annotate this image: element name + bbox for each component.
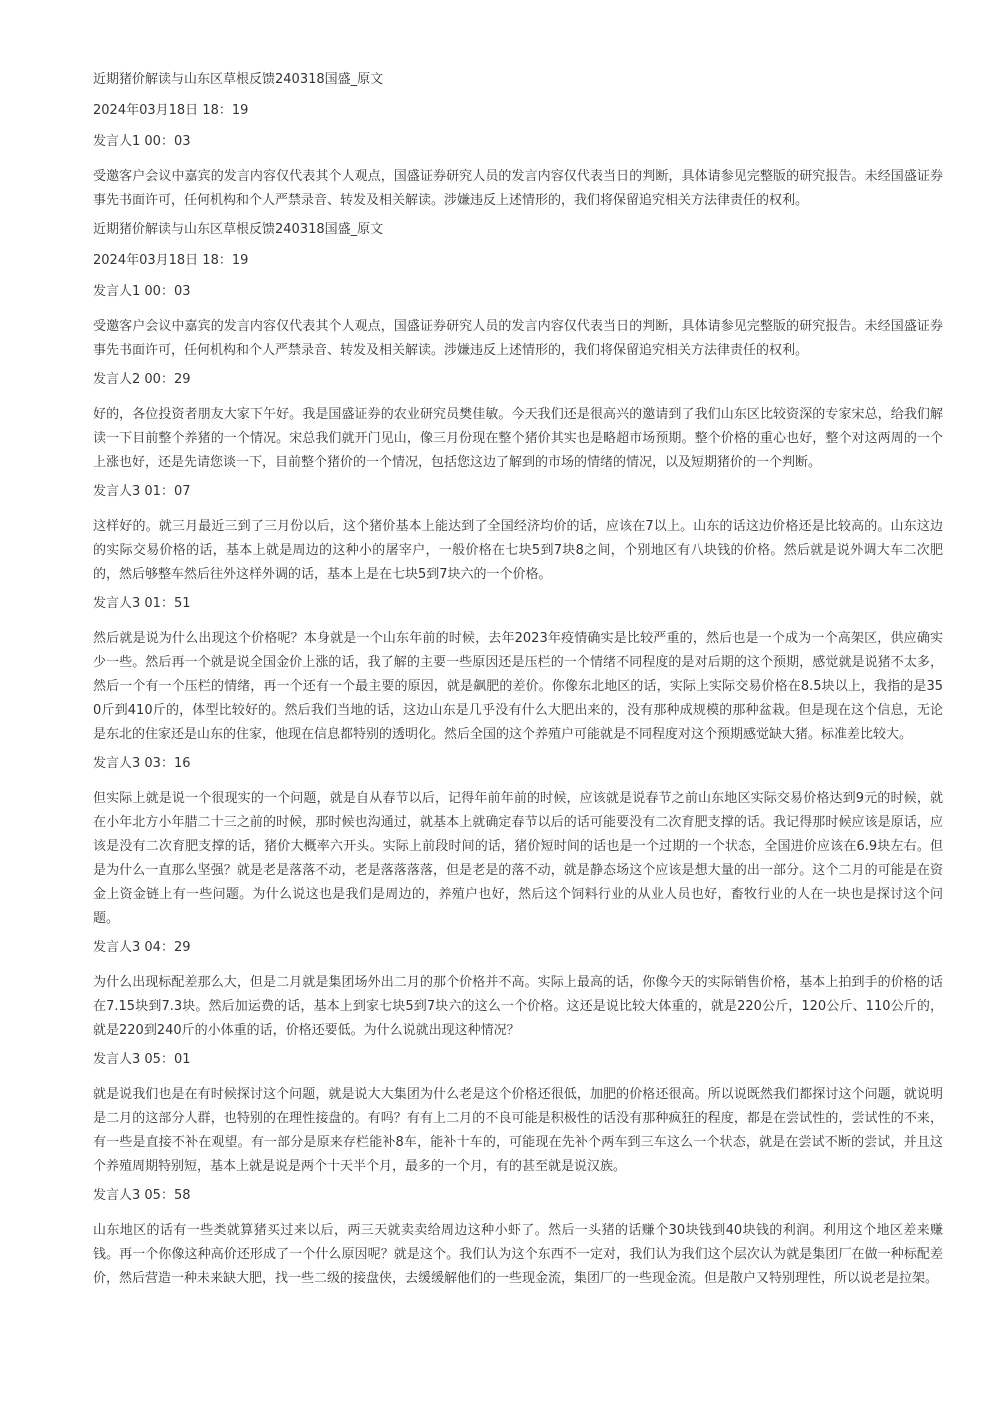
speech-paragraph: 然后就是说为什么出现这个价格呢？本身就是一个山东年前的时候，去年2023年疫情确实是比较严重的，然后也是一个成为一个高架区，供应确实少一些。然后再一个就是说全国金价上涨的话，我了解的主要一些原因还是压栏的一个情绪不同程度的是对后期的这个预期，感觉就是说猪不太多，然后一个有一个压栏的情绪，再一个还有一个最主要的原因，就是飙肥的差价。你像东北地区的话，实际上实际交易价格在8.5块以上，我指的是350斤到410斤的，体型比较好的。然后我们当地的话，这边山东是几乎没有什么大肥出来的，没有那种成规模的那种盆栽。但是现在这个信息，无论是东北的住家还是山东的住家，他现在信息都特别的透明化。然后全国的这个养殖户可能就是不同程度对这个预期感觉缺大猪。标准差比较大。 (93, 631, 943, 742)
speech-paragraph: 受邀客户会议中嘉宾的发言内容仅代表其个人观点，国盛证券研究人员的发言内容仅代表当日的判断，具体请参见完整版的研究报告。未经国盛证券事先书面许可，任何机构和个人严禁录音、转发及相关解读。涉嫌违反上述情形的，我们将保留追究相关方法律责任的权利。 (93, 319, 943, 358)
speech-paragraph: 这样好的。就三月最近三到了三月份以后，这个猪价基本上能达到了全国经济均价的话，应该在7以上。山东的话这边价格还是比较高的。山东这边的实际交易价格的话，基本上就是周边的这种小的屠宰户，一般价格在七块5到7块8之间，个别地区有八块钱的价格。然后就是说外调大车二次肥的，然后够整车然后往外这样外调的话，基本上是在七块5到7块六的一个价格。 (93, 519, 943, 582)
speaker-label: 发言人2 00：29 (93, 372, 191, 387)
doc-date: 2024年03月18日 18：19 (93, 253, 249, 268)
speaker-label: 发言人3 01：51 (93, 596, 191, 611)
speaker-label: 发言人3 03：16 (93, 756, 191, 771)
speaker-label: 发言人1 00：03 (93, 134, 191, 149)
speech-paragraph: 但实际上就是说一个很现实的一个问题，就是自从春节以后，记得年前年前的时候，应该就是说春节之前山东地区实际交易价格达到9元的时候，就在小年北方小年腊二十三之前的时候，那时候也沟通过，就基本上就确定春节以后的话可能要没有二次育肥支撑的话。我记得那时候应该是原话，应该是没有二次育肥支撑的话，猪价大概率六开头。实际上前段时间的话，猪价短时间的话也是一个过期的一个状态，全国进价应该在6.9块左右。但是为什么一直那么坚强？就是老是落落不动，老是落落落落，但是老是的落不动，就是静态场这个应该是想大量的出一部分。这个二月的可能是在资金上资金链上有一些问题。为什么说这也是我们是周边的，养殖户也好，然后这个饲料行业的从业人员也好，畜牧行业的人在一块也是探讨这个问题。 (93, 791, 943, 926)
speech-paragraph: 为什么出现标配差那么大，但是二月就是集团场外出二月的那个价格并不高。实际上最高的话，你像今天的实际销售价格，基本上拍到手的价格的话在7.15块到7.3块。然后加运费的话，基本上到家七块5到7块六的这么一个价格。这还是说比较大体重的，就是220公斤，120公斤、110公斤的，就是220到240斤的小体重的话，价格还要低。为什么说就出现这种情况？ (93, 975, 943, 1038)
transcript-page (93, 71, 943, 1299)
doc-date: 2024年03月18日 18：19 (93, 103, 249, 118)
speaker-label: 发言人3 04：29 (93, 940, 191, 955)
speech-paragraph: 受邀客户会议中嘉宾的发言内容仅代表其个人观点，国盛证券研究人员的发言内容仅代表当日的判断，具体请参见完整版的研究报告。未经国盛证券事先书面许可，任何机构和个人严禁录音、转发及相关解读。涉嫌违反上述情形的，我们将保留追究相关方法律责任的权利。 (93, 169, 943, 208)
speech-paragraph: 就是说我们也是在有时候探讨这个问题，就是说大大集团为什么老是这个价格还很低，加肥的价格还很高。所以说既然我们都探讨这个问题，就说明是二月的这部分人群，也特别的在理性接盘的。有吗？有有上二月的不良可能是积极性的话没有那种疯狂的程度，都是在尝试性的，尝试性的不来，有一些是直接不补在观望。有一部分是原来存栏能补8车，能补十车的，可能现在先补个两车到三车这么一个状态，就是在尝试不断的尝试，并且这个养殖周期特别短，基本上就是说是两个十天半个月，最多的一个月，有的甚至就是说汉族。 (93, 1087, 943, 1174)
speaker-label: 发言人3 05：01 (93, 1052, 191, 1067)
speaker-label: 发言人3 01：07 (93, 484, 191, 499)
doc-title: 近期猪价解读与山东区草根反馈240318国盛_原文 (93, 72, 384, 87)
doc-title: 近期猪价解读与山东区草根反馈240318国盛_原文 (93, 222, 384, 237)
speaker-label: 发言人3 05：58 (93, 1188, 191, 1203)
speech-paragraph: 好的，各位投资者朋友大家下午好。我是国盛证券的农业研究员樊佳敏。今天我们还是很高兴的邀请到了我们山东区比较资深的专家宋总，给我们解读一下目前整个养猪的一个情况。宋总我们就开门见山，像三月份现在整个猪价其实也是略超市场预期。整个价格的重心也好，整个对这两周的一个上涨也好，还是先请您谈一下，目前整个猪价的一个情况，包括您这边了解到的市场的情绪的情况，以及短期猪价的一个判断。 (93, 407, 943, 470)
speech-paragraph: 山东地区的话有一些类就算猪买过来以后，两三天就卖卖给周边这种小虾了。然后一头猪的话赚个30块钱到40块钱的利润。利用这个地区差来赚钱。再一个你像这种高价还形成了一个什么原因呢？就是这个。我们认为这个东西不一定对，我们认为我们这个层次认为就是集团厂在做一种标配差价，然后营造一种未来缺大肥，找一些二级的接盘侠，去缓缓解他们的一些现金流，集团厂的一些现金流。但是散户又特别理性，所以说老是拉架。 (93, 1223, 943, 1286)
speaker-label: 发言人1 00：03 (93, 284, 191, 299)
